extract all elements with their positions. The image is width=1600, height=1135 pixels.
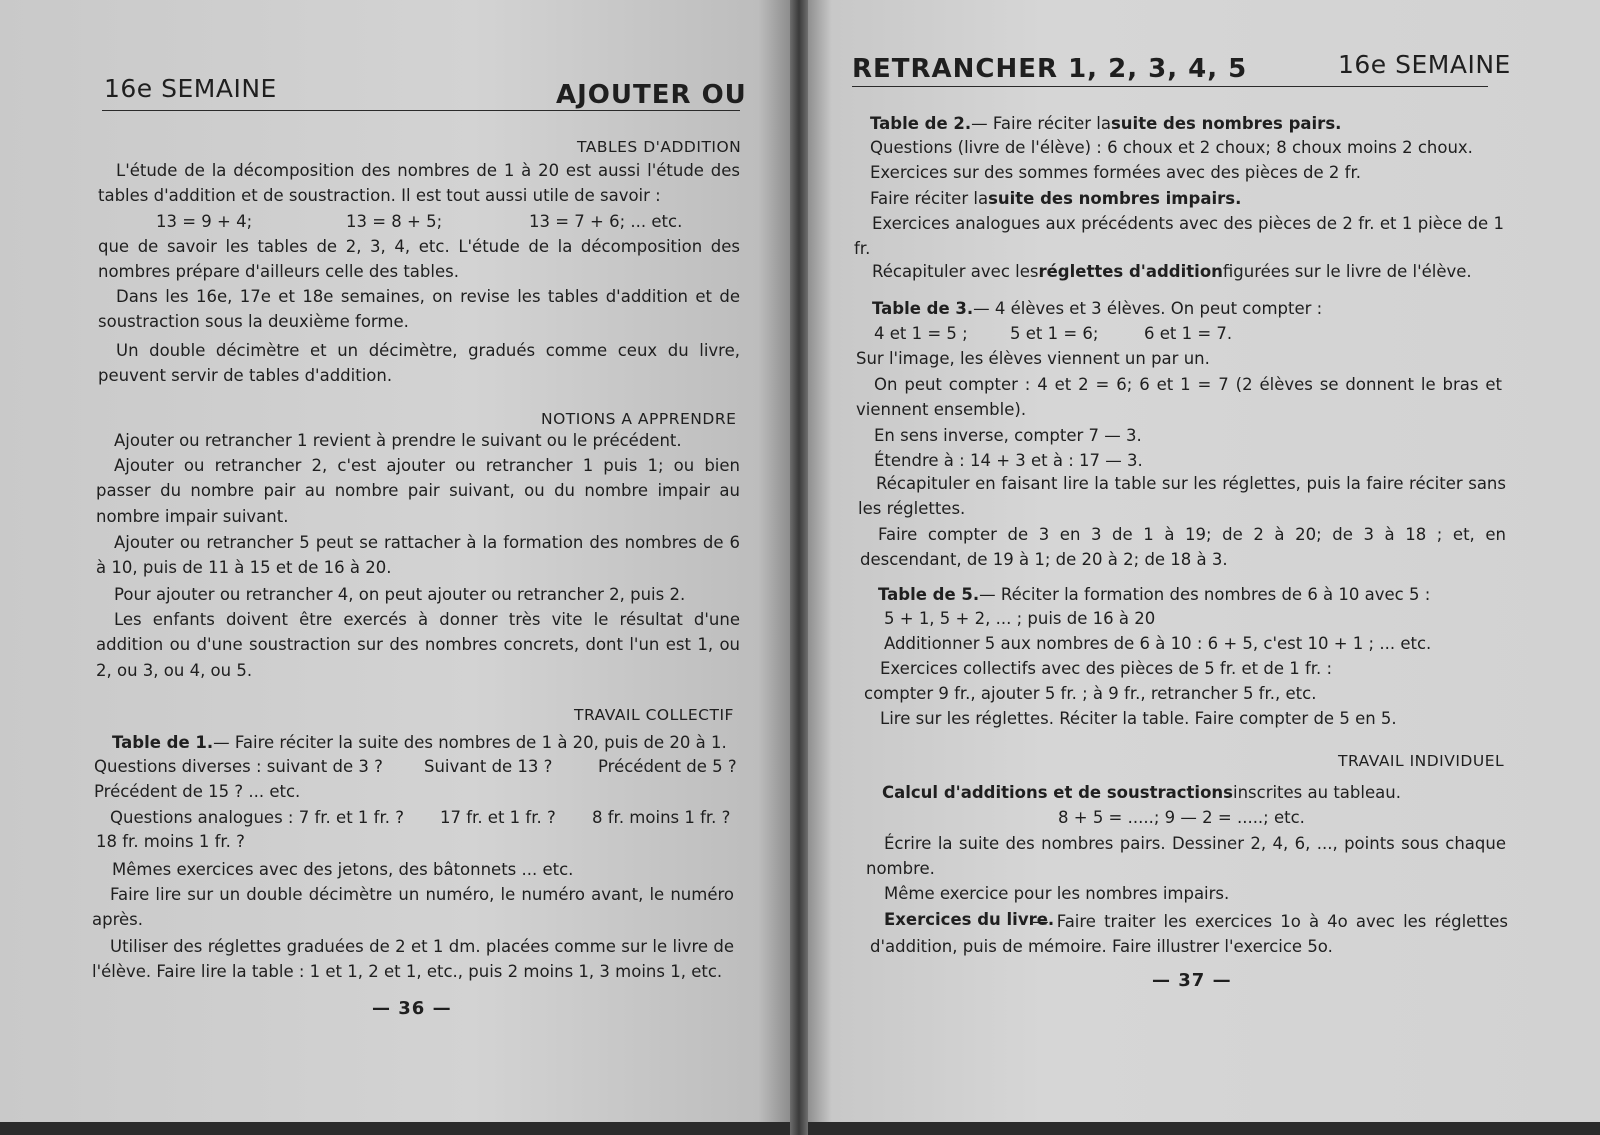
questions-line-2 [110,808,730,827]
exercise-reglettes: Utiliser des réglettes graduées de 2 et 1 dm. placées comme sur le livre de l'élève. Faire lire la table : 1 et 1, 2 et 1, etc., puis 2 moins 1, 3 moins 1, etc. [92,937,734,982]
table-5-collectifs: Exercices collectifs avec des pièces de 5 fr. et de 1 fr. : [880,659,1333,678]
table-3-text: — 4 élèves et 3 élèves. On peut compter : [973,299,1323,318]
notion-4: Pour ajouter ou retrancher 4, on peut ajouter ou retrancher 2, puis 2. [114,585,686,604]
table-2-exercices: Exercices sur des sommes formées avec des pièces de 2 fr. [870,163,1361,182]
calcul-bold: Calcul d'additions et de soustractions [882,783,1233,802]
notion-1: Ajouter ou retrancher 1 revient à prendre le suivant ou le précédent. [114,431,682,450]
table-1-line [112,733,727,752]
right-chapter-title: RETRANCHER 1, 2, 3, 4, 5 [852,54,1248,84]
question-8fr: 8 fr. moins 1 fr. ? [592,808,731,827]
table-1-text: — Faire réciter la suite des nombres de 1 à 20, puis de 20 à 1. [213,733,727,752]
table-2-bold: suite des nombres pairs. [1110,114,1342,133]
table-3-recap: Récapituler en faisant lire la table sur les réglettes, puis la faire réciter sans les réglettes. [858,474,1506,519]
calcul-equations: 8 + 5 = .....; 9 — 2 = .....; etc. [1058,808,1305,827]
exercise-jetons: Mêmes exercices avec des jetons, des bâtonnets ... etc. [112,860,574,879]
notion-5: Les enfants doivent être exercés à donner très vite le résultat d'une addition ou d'une soustraction sur des nombres concrets, dont l'un est 1, ou 2, ou 3, ou 4, ou 5. [96,610,740,680]
section-notions: NOTIONS A APPRENDRE [541,410,737,428]
book-spine [790,0,808,1135]
paragraph-tables: que de savoir les tables de 2, 3, 4, etc. L'étude de la décomposition des nombres prépare d'ailleurs celle des tables. [98,237,740,282]
table-3-inverse: En sens inverse, compter 7 — 3. [874,426,1142,445]
left-chapter-title: AJOUTER OU [556,80,747,110]
calcul-line [882,783,1401,802]
question-17fr: 17 fr. et 1 fr. ? [440,808,556,827]
question-suivant-13: Suivant de 13 ? [424,757,553,776]
table-2-analogues: Exercices analogues aux précédents avec des pièces de 2 fr. et 1 pièce de 1 fr. [854,214,1504,259]
question-suivant-3: Questions diverses : suivant de 3 ? [94,757,383,776]
questions-line-1 [94,757,737,776]
table-2-recap-bold: réglettes d'addition [1038,262,1223,281]
section-travail-collectif: TRAVAIL COLLECTIF [574,706,734,724]
table-2-recap-line [872,262,1472,281]
table-5-text: — Réciter la formation des nombres de 6 à 10 avec 5 : [979,585,1431,604]
table-2-recap-a: Récapituler avec les [872,262,1039,281]
table-5-label: Table de 5. [878,585,980,604]
question-precedent-5: Précédent de 5 ? [598,757,737,776]
table-5-compter: compter 9 fr., ajouter 5 fr. ; à 9 fr., retrancher 5 fr., etc. [864,684,1317,703]
exercise-pairs: Écrire la suite des nombres pairs. Dessiner 2, 4, 6, ..., points sous chaque nombre. [866,834,1506,879]
table-2-impairs-text: Faire réciter la [870,189,989,208]
table-3-label: Table de 3. [872,299,974,318]
right-header-rule [852,86,1488,87]
table-3-eq-1: 4 et 1 = 5 ; [874,324,968,343]
table-3-eq-2: 5 et 1 = 6; [1010,324,1099,343]
table-3-compter: On peut compter : 4 et 2 = 6; 6 et 1 = 7 (2 élèves se donnent le bras et viennent ensemble). [856,375,1502,420]
notion-2: Ajouter ou retrancher 2, c'est ajouter ou retrancher 1 puis 1; ou bien passer du nombre pair au nombre pair suivant, ou du nombre impair au nombre impair suivant. [96,456,740,526]
table-2-questions: Questions (livre de l'élève) : 6 choux et 2 choux; 8 choux moins 2 choux. [870,138,1473,157]
exercises-livre-text [870,909,1508,960]
table-3-compter-3: Faire compter de 3 en 3 de 1 à 19; de 2 à 20; de 3 à 18 ; et, en descendant, de 19 à 1; de 20 à 2; de 18 à 3. [860,525,1506,570]
table-3-etendre: Étendre à : 14 + 3 et à : 17 — 3. [874,451,1143,470]
table-3-line [872,299,1322,318]
table-3-eq-3: 6 et 1 = 7. [1144,324,1233,343]
paragraph-weeks: Dans les 16e, 17e et 18e semaines, on revise les tables d'addition et de soustraction sous la deuxième forme. [98,287,740,332]
table-5-formation: 5 + 1, 5 + 2, ... ; puis de 16 à 20 [884,609,1156,628]
paragraph-decimetre: Un double décimètre et un décimètre, gradués comme ceux du livre, peuvent servir de tables d'addition. [98,341,740,386]
equation-3: 13 = 7 + 6; ... etc. [529,212,683,231]
table-5-additionner: Additionner 5 aux nombres de 6 à 10 : 6 + 5, c'est 10 + 1 ; ... etc. [884,634,1432,653]
exercises-livre-body: — Faire traiter les exercices 1o à 4o avec les réglettes d'addition, puis de mémoire. Faire illustrer l'exercice 5o. [870,912,1508,957]
table-2-recap-c: figurées sur le livre de l'élève. [1222,262,1472,281]
right-week-header: 16e SEMAINE [1338,50,1511,79]
table-5-line [878,585,1430,604]
question-18fr: 18 fr. moins 1 fr. ? [96,832,245,851]
left-week-header: 16e SEMAINE [104,74,277,103]
equation-line [156,212,682,231]
section-travail-individuel: TRAVAIL INDIVIDUEL [1338,752,1505,770]
exercise-impairs: Même exercice pour les nombres impairs. [884,884,1230,903]
table-2-label: Table de 2. [870,114,972,133]
left-page-number: — 36 — [372,998,452,1019]
exercises-livre-bold: Exercices du livre. [884,910,1055,929]
table-2-impairs-line [870,189,1241,208]
table-2-impairs-bold: suite des nombres impairs. [988,189,1242,208]
table-1-label: Table de 1. [112,733,214,752]
right-page [808,0,1600,1122]
equation-1: 13 = 9 + 4; [156,212,253,231]
section-tables-addition: TABLES D'ADDITION [577,138,742,156]
question-precedent-15: Précédent de 15 ? ... etc. [94,782,301,801]
table-3-image: Sur l'image, les élèves viennent un par un. [856,349,1210,368]
calcul-text: inscrites au tableau. [1232,783,1401,802]
equation-2: 13 = 8 + 5; [346,212,443,231]
paragraph-decomposition: L'étude de la décomposition des nombres de 1 à 20 est aussi l'étude des tables d'addition et de soustraction. Il est tout aussi utile de savoir : [98,161,740,206]
notion-3: Ajouter ou retrancher 5 peut se rattacher à la formation des nombres de 6 à 10, puis de 11 à 15 et de 16 à 20. [96,533,740,578]
table-2-text: — Faire réciter la [971,114,1111,133]
question-7fr: Questions analogues : 7 fr. et 1 fr. ? [110,808,404,827]
left-page [0,0,790,1122]
table-2-line [870,114,1341,133]
left-header-rule [102,110,740,111]
exercise-double-decimetre: Faire lire sur un double décimètre un numéro, le numéro avant, le numéro après. [92,885,734,930]
table-5-reglettes: Lire sur les réglettes. Réciter la table. Faire compter de 5 en 5. [880,709,1397,728]
right-page-number: — 37 — [1152,970,1232,991]
table-3-equations [874,324,1232,343]
